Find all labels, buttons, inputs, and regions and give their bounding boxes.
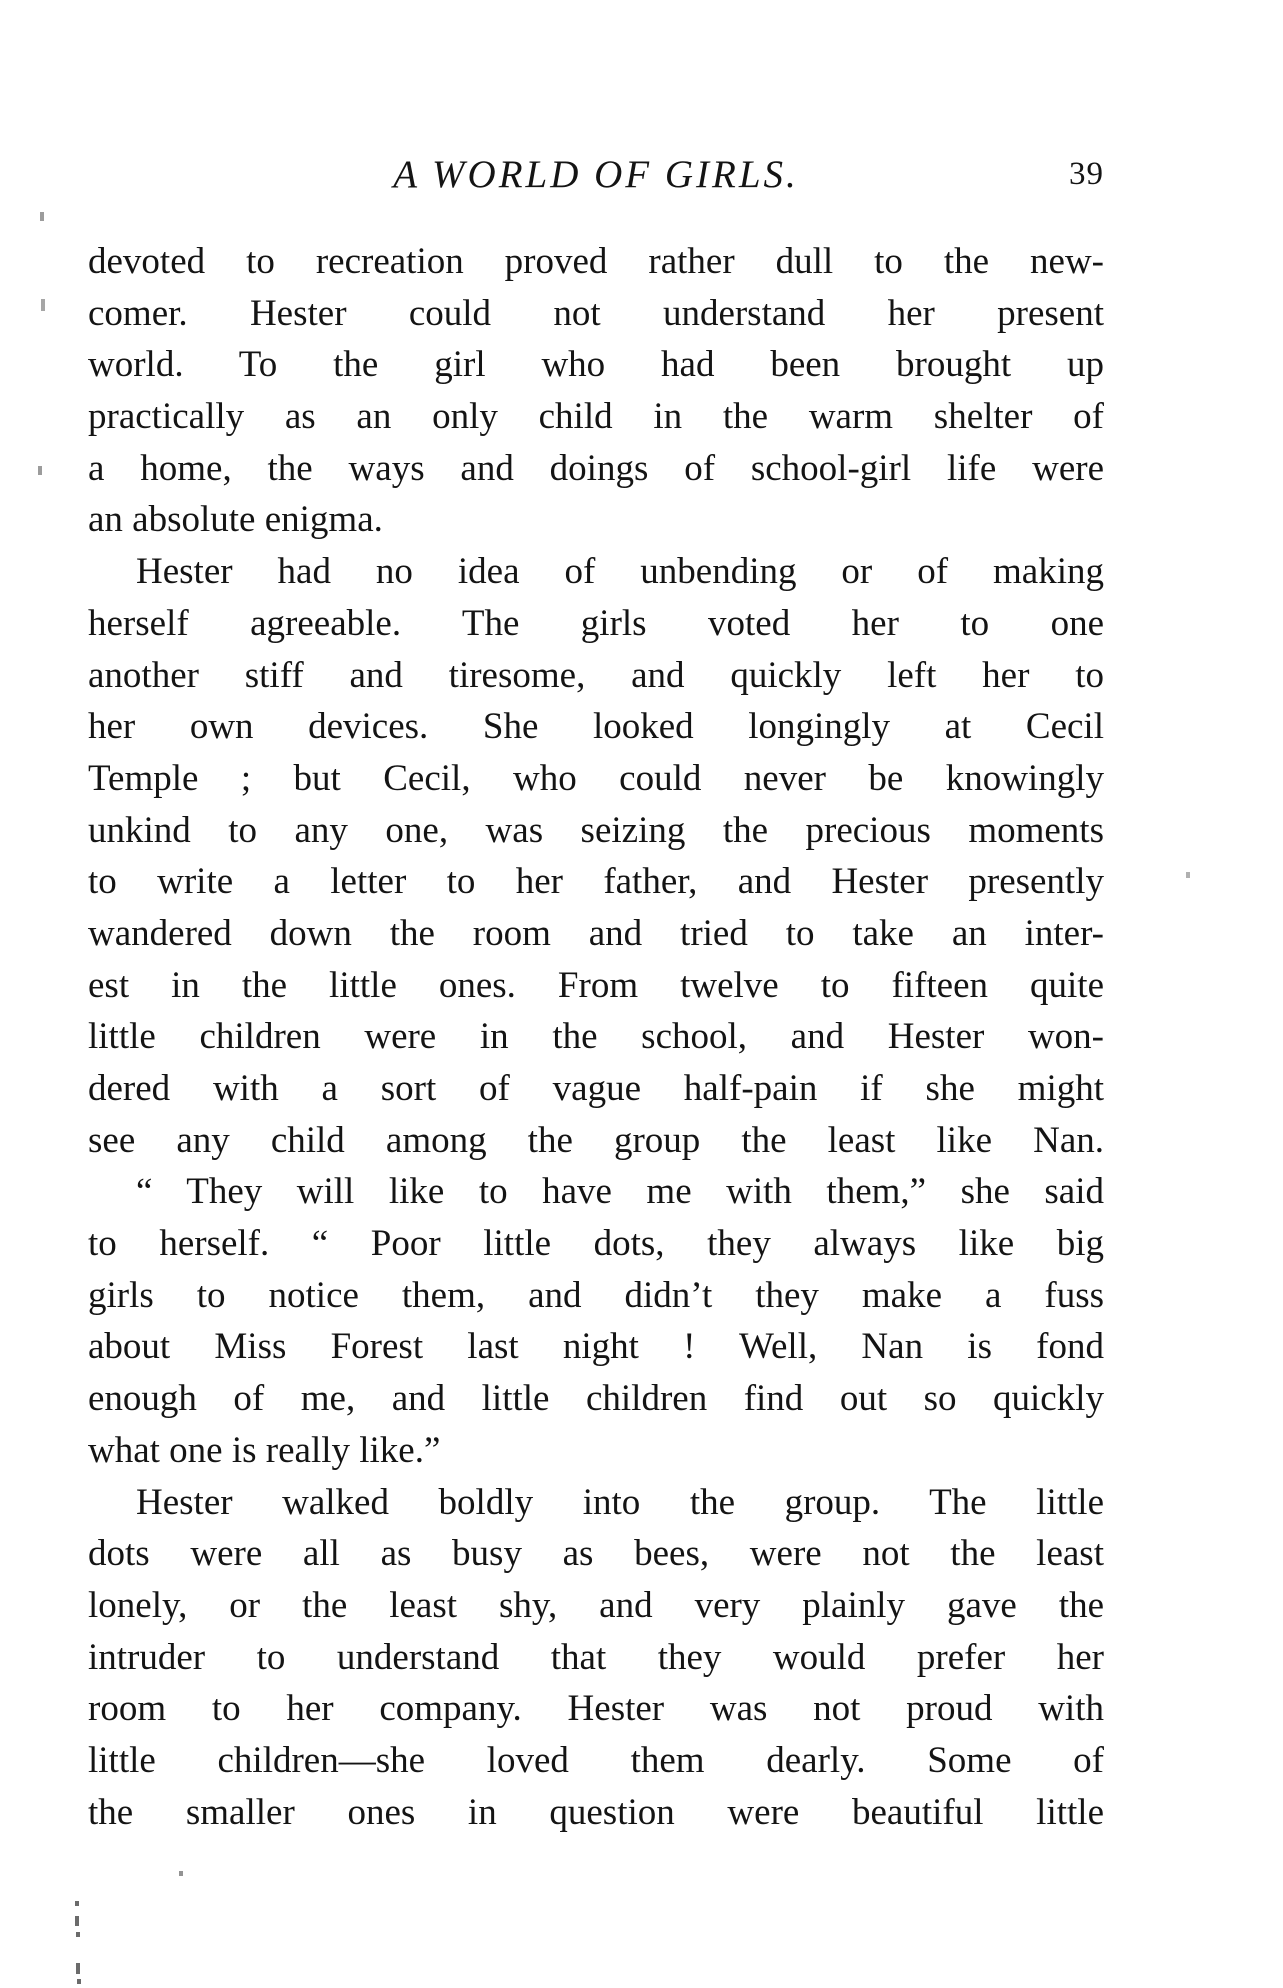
text-line: “ They will like to have me with them,” she said <box>136 1171 1104 1213</box>
scan-artifact <box>40 212 44 221</box>
text-line: world. To the girl who had been brought up <box>88 344 1104 386</box>
text-line: comer. Hester could not understand her present <box>88 292 1104 334</box>
paragraph <box>88 236 1104 546</box>
text-line: little children—she loved them dearly. Some of <box>88 1739 1104 1781</box>
scan-artifact <box>38 466 42 475</box>
text-line: see any child among the group the least like Nan. <box>88 1119 1104 1161</box>
text-line: little children were in the school, and Hester won- <box>88 1016 1104 1058</box>
text-line: to herself. “ Poor little dots, they always like big <box>88 1223 1104 1265</box>
page-title: A WORLD OF GIRLS. <box>393 153 799 196</box>
text-line: enough of me, and little children find out so quickly <box>88 1378 1104 1420</box>
scan-artifact <box>76 1932 80 1937</box>
text-line: practically as an only child in the warm shelter of <box>88 396 1104 438</box>
text-line: est in the little ones. From twelve to fifteen quite <box>88 964 1104 1006</box>
text-line: dots were all as busy as bees, were not the least <box>88 1533 1104 1575</box>
scan-artifact <box>41 299 45 311</box>
text-line: herself agreeable. The girls voted her to one <box>88 602 1104 644</box>
text-line: Hester walked boldly into the group. The little <box>136 1481 1104 1523</box>
text-line: Hester had no idea of unbending or of making <box>136 551 1104 593</box>
paragraph <box>88 1166 1104 1476</box>
text-line: girls to notice them, and didn’t they make a fuss <box>88 1274 1104 1316</box>
text-line: a home, the ways and doings of school-girl life were <box>88 447 1104 489</box>
text-column <box>88 0 1104 1838</box>
text-line: lonely, or the least shy, and very plainly gave the <box>88 1584 1104 1626</box>
text-line: to write a letter to her father, and Hester presently <box>88 861 1104 903</box>
paragraph <box>88 1477 1104 1839</box>
text-line: unkind to any one, was seizing the precious moments <box>88 809 1104 851</box>
body-text <box>88 236 1104 1838</box>
scan-artifact <box>75 1901 79 1906</box>
scan-artifact <box>179 1871 183 1876</box>
text-line: another stiff and tiresome, and quickly left her to <box>88 654 1104 696</box>
text-line: an absolute enigma. <box>88 499 383 541</box>
text-line: intruder to understand that they would prefer her <box>88 1636 1104 1678</box>
text-line: room to her company. Hester was not proud with <box>88 1688 1104 1730</box>
page-number: 39 <box>1069 156 1104 192</box>
scan-artifact <box>75 1916 79 1926</box>
text-line: devoted to recreation proved rather dull to the new- <box>88 241 1104 282</box>
scan-artifact <box>77 1979 81 1984</box>
scan-artifact <box>76 1963 80 1974</box>
text-line: wandered down the room and tried to take an inter- <box>88 912 1104 954</box>
running-header <box>88 152 1104 204</box>
text-line: her own devices. She looked longingly at Cecil <box>88 706 1104 748</box>
text-line: Temple ; but Cecil, who could never be knowingly <box>88 757 1104 799</box>
text-line: what one is really like.” <box>88 1429 441 1471</box>
text-line: dered with a sort of vague half-pain if she might <box>88 1068 1104 1109</box>
scan-artifact <box>1186 872 1190 878</box>
paragraph <box>88 546 1104 1166</box>
text-line: about Miss Forest last night ! Well, Nan is fond <box>88 1326 1104 1368</box>
text-line: the smaller ones in question were beautiful little <box>88 1791 1104 1833</box>
